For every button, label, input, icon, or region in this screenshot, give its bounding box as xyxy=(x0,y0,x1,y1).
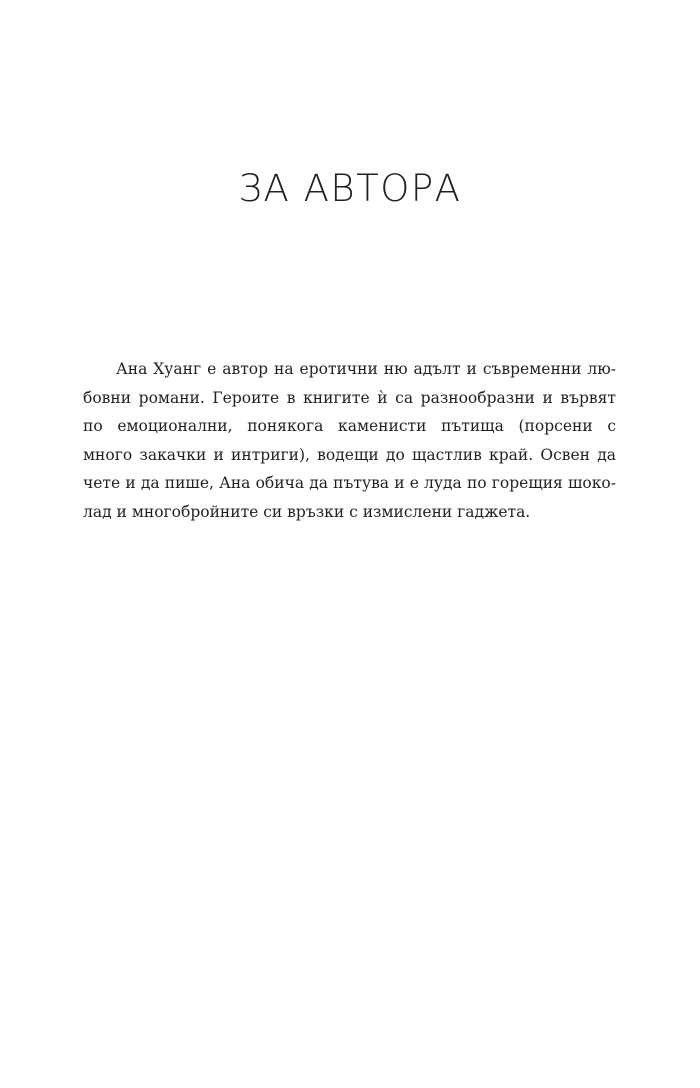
author-bio-paragraph xyxy=(83,355,616,526)
bio-line-5: чете и да пише, Ана обича да пътува и е луда по горещия шоко- xyxy=(83,474,616,492)
bio-line-1: Ана Хуанг е автор на еротични ню адълт и съвременни лю- xyxy=(116,360,616,378)
bio-line-2: бовни романи. Героите в книгите ѝ са разнообразни и вървят xyxy=(83,388,616,407)
bio-line-3: по емоционални, понякога каменисти пътища (порсени с xyxy=(83,417,616,435)
bio-line-4: много закачки и интриги), водещи до щастлив край. Освен да xyxy=(83,445,616,464)
bio-line-6: лад и многобройните си връзки с измислени гаджета. xyxy=(83,502,531,521)
page-title: ЗА АВТОРА xyxy=(238,167,462,210)
